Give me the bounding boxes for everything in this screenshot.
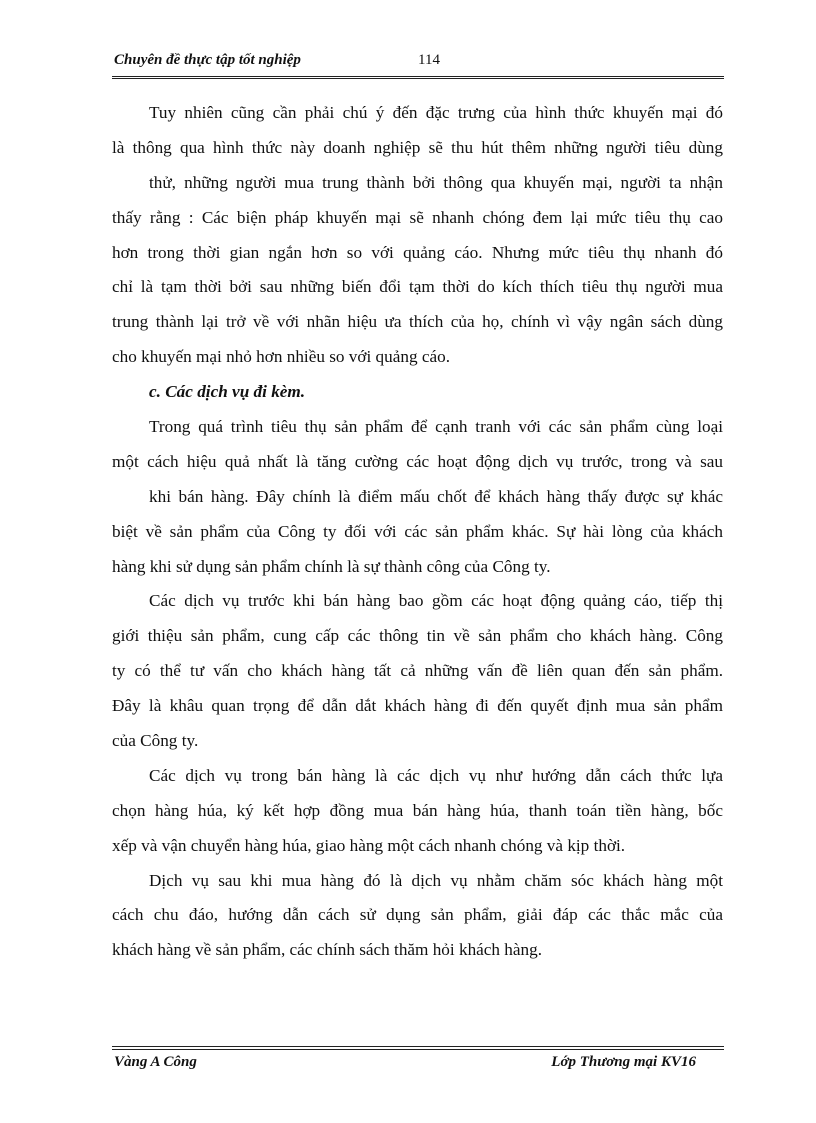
text-line: là thông qua hình thức này doanh nghiệp sẽ thu hút thêm những người tiêu dùng <box>112 137 723 157</box>
text-line: Tuy nhiên cũng cần phải chú ý đến đặc trưng của hình thức khuyến mại đó <box>149 103 723 122</box>
text-line: ty có thể tư vấn cho khách hàng tất cả những vấn đề liên quan đến sản phẩm. <box>112 661 723 681</box>
text-line: cách chu đáo, hướng dẫn cách sử dụng sản phẩm, giải đáp các thắc mắc của <box>112 905 723 925</box>
text-line: Các dịch vụ trong bán hàng là các dịch vụ như hướng dẫn cách thức lựa <box>149 765 723 785</box>
text-line: xếp và vận chuyển hàng húa, giao hàng một cách nhanh chóng và kịp thời. <box>112 835 626 855</box>
text-line: chỉ là tạm thời bởi sau những biến đổi tạm thời do kích thích tiêu thụ người mua <box>112 277 723 297</box>
text-line: trung thành lại trở về với nhãn hiệu ưa thích của họ, chính vì vậy ngân sách dùng <box>112 312 723 332</box>
text-line: cho khuyến mại nhỏ hơn nhiều so với quảng cáo. <box>112 347 450 367</box>
author-name: Vàng A Công <box>114 1054 197 1070</box>
class-name: Lớp Thương mại KV16 <box>551 1054 696 1070</box>
page-number: 114 <box>418 52 440 68</box>
text-line: một cách hiệu quả nhất là tăng cường các hoạt động dịch vụ trước, trong và sau <box>112 451 723 471</box>
body-text <box>112 96 723 968</box>
text-line: giới thiệu sản phẩm, cung cấp các thông tin về sản phẩm cho khách hàng. Công <box>112 626 723 646</box>
text-line: thấy rằng : Các biện pháp khuyến mại sẽ nhanh chóng đem lại mức tiêu thụ cao <box>112 207 723 227</box>
text-line: chọn hàng húa, ký kết hợp đồng mua bán hàng húa, thanh toán tiền hàng, bốc <box>112 800 723 820</box>
page-footer <box>112 1046 724 1075</box>
text-line: Đây là khâu quan trọng để dẫn dắt khách hàng đi đến quyết định mua sản phẩm <box>112 696 723 716</box>
document-title: Chuyên đề thực tập tốt nghiệp <box>114 52 301 68</box>
text-line: của Công ty. <box>112 731 199 751</box>
text-line: khi bán hàng. Đây chính là điểm mấu chốt để khách hàng thấy được sự khác <box>149 486 723 506</box>
text-line: Dịch vụ sau khi mua hàng đó là dịch vụ nhằm chăm sóc khách hàng một <box>149 870 723 890</box>
text-line: hơn trong thời gian ngắn hơn so với quảng cáo. Nhưng mức tiêu thụ nhanh đó <box>112 242 723 262</box>
text-line: biệt về sản phẩm của Công ty đối với các sản phẩm khác. Sự hài lòng của khách <box>112 521 723 541</box>
section-heading: c. Các dịch vụ đi kèm. <box>149 382 306 402</box>
text-line: hàng khi sử dụng sản phẩm chính là sự thành công của Công ty. <box>112 556 551 576</box>
text-line: Trong quá trình tiêu thụ sản phẩm để cạnh tranh với các sản phẩm cùng loại <box>149 417 723 437</box>
page-header <box>112 50 724 77</box>
text-line: khách hàng về sản phẩm, các chính sách thăm hỏi khách hàng. <box>112 940 543 960</box>
text-line: Các dịch vụ trước khi bán hàng bao gồm các hoạt động quảng cáo, tiếp thị <box>149 591 723 611</box>
text-line: thử, những người mua trung thành bởi thông qua khuyến mại, người ta nhận <box>149 172 723 192</box>
